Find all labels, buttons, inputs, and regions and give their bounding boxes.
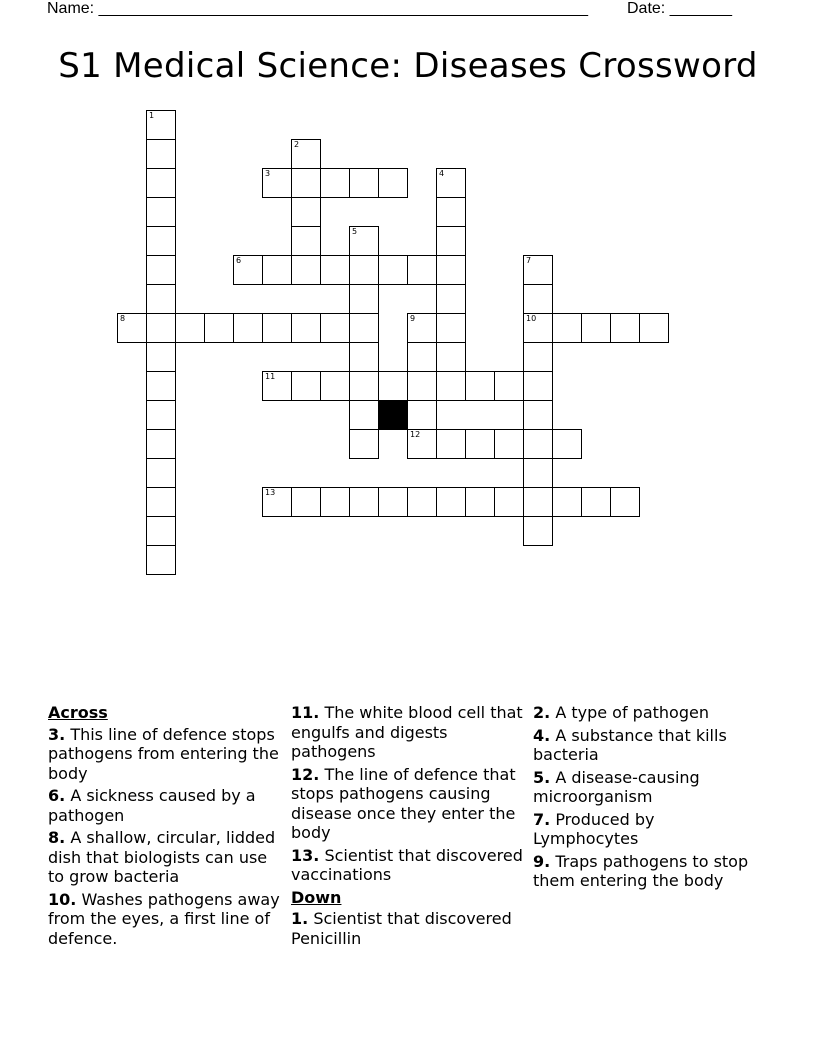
crossword-cell[interactable]: [378, 255, 408, 285]
crossword-cell[interactable]: [146, 226, 176, 256]
crossword-cell[interactable]: [523, 516, 553, 546]
crossword-cell[interactable]: [436, 313, 466, 343]
crossword-cell[interactable]: [494, 487, 524, 517]
clue-number: 8.: [48, 828, 66, 847]
crossword-cell[interactable]: [146, 110, 176, 140]
crossword-cell[interactable]: [436, 168, 466, 198]
crossword-cell[interactable]: [523, 458, 553, 488]
crossword-cell[interactable]: [291, 226, 321, 256]
clue-number: 11.: [291, 703, 320, 722]
crossword-cell[interactable]: [146, 342, 176, 372]
clue-number: 3.: [48, 724, 66, 744]
crossword-cell[interactable]: [349, 168, 379, 198]
crossword-cell[interactable]: [349, 313, 379, 343]
clue-number: 5.: [533, 767, 551, 787]
clue-down-5: [533, 768, 758, 807]
crossword-cell[interactable]: [436, 255, 466, 285]
clues-column-1: [48, 703, 280, 951]
cell-number: 2: [294, 140, 300, 149]
crossword-cell[interactable]: [494, 371, 524, 401]
cell-number: 7: [526, 256, 532, 265]
crossword-cell[interactable]: [146, 197, 176, 227]
clue-text: Produced by Lymphocytes: [533, 809, 655, 848]
crossword-cell[interactable]: [552, 487, 582, 517]
cell-number: 11: [265, 372, 276, 381]
clues-column-2: [291, 703, 526, 951]
crossword-cell[interactable]: [378, 168, 408, 198]
crossword-cell[interactable]: [523, 400, 553, 430]
crossword-cell[interactable]: [465, 429, 495, 459]
clue-text: A shallow, circular, lidded dish that biologists can use to grow bacteria: [48, 828, 276, 886]
crossword-cell[interactable]: [291, 371, 321, 401]
crossword-cell[interactable]: [291, 139, 321, 169]
clues-column-3: [533, 703, 758, 894]
crossword-cell[interactable]: [262, 168, 292, 198]
crossword-cell[interactable]: [291, 487, 321, 517]
crossword-cell[interactable]: [436, 197, 466, 227]
crossword-cell[interactable]: [407, 487, 437, 517]
crossword-cell[interactable]: [523, 284, 553, 314]
cell-number: 6: [236, 256, 242, 265]
clue-across-11: [291, 703, 526, 762]
crossword-cell[interactable]: [494, 429, 524, 459]
crossword-cell[interactable]: [523, 371, 553, 401]
across-heading: Across: [48, 703, 108, 722]
crossword-cell[interactable]: [523, 487, 553, 517]
cell-number: 1: [149, 111, 155, 120]
cell-number: 12: [410, 430, 421, 439]
crossword-cell[interactable]: [146, 139, 176, 169]
crossword-cell[interactable]: [639, 313, 669, 343]
clue-text: A type of pathogen: [555, 703, 709, 722]
clue-text: A disease-causing microorganism: [533, 767, 700, 806]
date-field-line: Date: _______: [627, 0, 732, 17]
cell-number: 10: [526, 314, 537, 323]
crossword-cell[interactable]: [291, 168, 321, 198]
crossword-cell[interactable]: [320, 487, 350, 517]
crossword-cell[interactable]: [146, 487, 176, 517]
clue-text: Scientist that discovered Penicillin: [291, 909, 512, 948]
cell-number: 5: [352, 227, 358, 236]
cell-number: 13: [265, 488, 276, 497]
crossword-cell[interactable]: [349, 226, 379, 256]
clue-across-8: [48, 828, 280, 887]
clue-across-6: [48, 786, 280, 825]
clue-across-12: [291, 765, 526, 843]
crossword-cell[interactable]: [407, 255, 437, 285]
crossword-cell[interactable]: [146, 255, 176, 285]
crossword-cell[interactable]: [204, 313, 234, 343]
crossword-cell[interactable]: [523, 429, 553, 459]
cell-number: 8: [120, 314, 126, 323]
crossword-cell[interactable]: [436, 487, 466, 517]
cell-number: 9: [410, 314, 416, 323]
cell-number: 4: [439, 169, 445, 178]
clue-number: 1.: [291, 909, 309, 928]
clue-across-13: [291, 846, 526, 885]
crossword-cell[interactable]: [552, 313, 582, 343]
crossword-cell[interactable]: [117, 313, 147, 343]
crossword-cell[interactable]: [146, 400, 176, 430]
crossword-cell[interactable]: [523, 313, 553, 343]
crossword-cell[interactable]: [320, 371, 350, 401]
crossword-cell[interactable]: [262, 313, 292, 343]
clue-number: 13.: [291, 845, 320, 865]
clue-text: Traps pathogens to stop them entering the body: [533, 851, 749, 890]
clue-down-9: [533, 852, 758, 891]
crossword-cell[interactable]: [146, 429, 176, 459]
clue-down-2: [533, 703, 758, 723]
clue-number: 10.: [48, 889, 77, 909]
crossword-cell[interactable]: [581, 313, 611, 343]
crossword-cell[interactable]: [146, 545, 176, 575]
crossword-cell[interactable]: [407, 429, 437, 459]
page-title: S1 Medical Science: Diseases Crossword: [58, 46, 758, 86]
crossword-cell[interactable]: [349, 371, 379, 401]
crossword-cell[interactable]: [233, 313, 263, 343]
clue-number: 7.: [533, 809, 551, 829]
crossword-cell[interactable]: [436, 429, 466, 459]
crossword-cell[interactable]: [262, 371, 292, 401]
crossword-cell[interactable]: [146, 284, 176, 314]
crossword-cell[interactable]: [146, 168, 176, 198]
crossword-cell[interactable]: [146, 371, 176, 401]
clue-number: 6.: [48, 786, 66, 805]
clue-text: The white blood cell that engulfs and digests pathogens: [291, 703, 523, 761]
crossword-cell[interactable]: [378, 487, 408, 517]
clue-down-7: [533, 810, 758, 849]
crossword-cell[interactable]: [378, 371, 408, 401]
crossword-cell[interactable]: [146, 313, 176, 343]
crossword-cell[interactable]: [436, 226, 466, 256]
crossword-cell[interactable]: [291, 255, 321, 285]
crossword-cell[interactable]: [262, 255, 292, 285]
name-field-line: Name: _______________________________________________________: [47, 0, 588, 17]
cell-number: 3: [265, 169, 271, 178]
crossword-black-cell: [378, 400, 408, 430]
crossword-cell[interactable]: [146, 516, 176, 546]
crossword-cell[interactable]: [146, 458, 176, 488]
clue-text: Scientist that discovered vaccinations: [291, 845, 523, 884]
crossword-cell[interactable]: [349, 342, 379, 372]
crossword-cell[interactable]: [407, 342, 437, 372]
crossword-cell[interactable]: [523, 255, 553, 285]
crossword-cell[interactable]: [320, 313, 350, 343]
crossword-cell[interactable]: [610, 313, 640, 343]
clue-number: 12.: [291, 764, 320, 784]
crossword-cell[interactable]: [349, 429, 379, 459]
crossword-cell[interactable]: [291, 313, 321, 343]
crossword-cell[interactable]: [320, 255, 350, 285]
crossword-cell[interactable]: [552, 429, 582, 459]
clue-number: 9.: [533, 851, 551, 871]
crossword-cell[interactable]: [465, 487, 495, 517]
clue-text: This line of defence stops pathogens from entering the body: [48, 724, 279, 783]
crossword-cell[interactable]: [175, 313, 205, 343]
clue-number: 2.: [533, 703, 551, 722]
clue-text: Washes pathogens away from the eyes, a first line of defence.: [48, 889, 280, 948]
crossword-cell[interactable]: [291, 197, 321, 227]
clue-down-4: [533, 726, 758, 765]
crossword-cell[interactable]: [523, 342, 553, 372]
crossword-cell[interactable]: [349, 487, 379, 517]
crossword-cell[interactable]: [436, 284, 466, 314]
crossword-cell[interactable]: [320, 168, 350, 198]
clue-across-10: [48, 890, 280, 949]
down-heading: Down: [291, 887, 342, 907]
crossword-cell[interactable]: [349, 400, 379, 430]
crossword-cell[interactable]: [407, 400, 437, 430]
clue-text: A sickness caused by a pathogen: [48, 786, 256, 825]
crossword-cell[interactable]: [262, 487, 292, 517]
crossword-cell[interactable]: [436, 371, 466, 401]
crossword-cell[interactable]: [407, 313, 437, 343]
crossword-cell[interactable]: [610, 487, 640, 517]
crossword-cell[interactable]: [233, 255, 263, 285]
clue-across-3: [48, 725, 280, 784]
clue-down-1: [291, 909, 526, 948]
crossword-cell[interactable]: [407, 371, 437, 401]
crossword-cell[interactable]: [349, 255, 379, 285]
crossword-cell[interactable]: [465, 371, 495, 401]
crossword-cell[interactable]: [581, 487, 611, 517]
clue-text: A substance that kills bacteria: [533, 725, 727, 764]
crossword-cell[interactable]: [436, 342, 466, 372]
clue-number: 4.: [533, 725, 551, 745]
crossword-cell[interactable]: [349, 284, 379, 314]
clue-text: The line of defence that stops pathogens causing disease once they enter the body: [291, 764, 516, 842]
